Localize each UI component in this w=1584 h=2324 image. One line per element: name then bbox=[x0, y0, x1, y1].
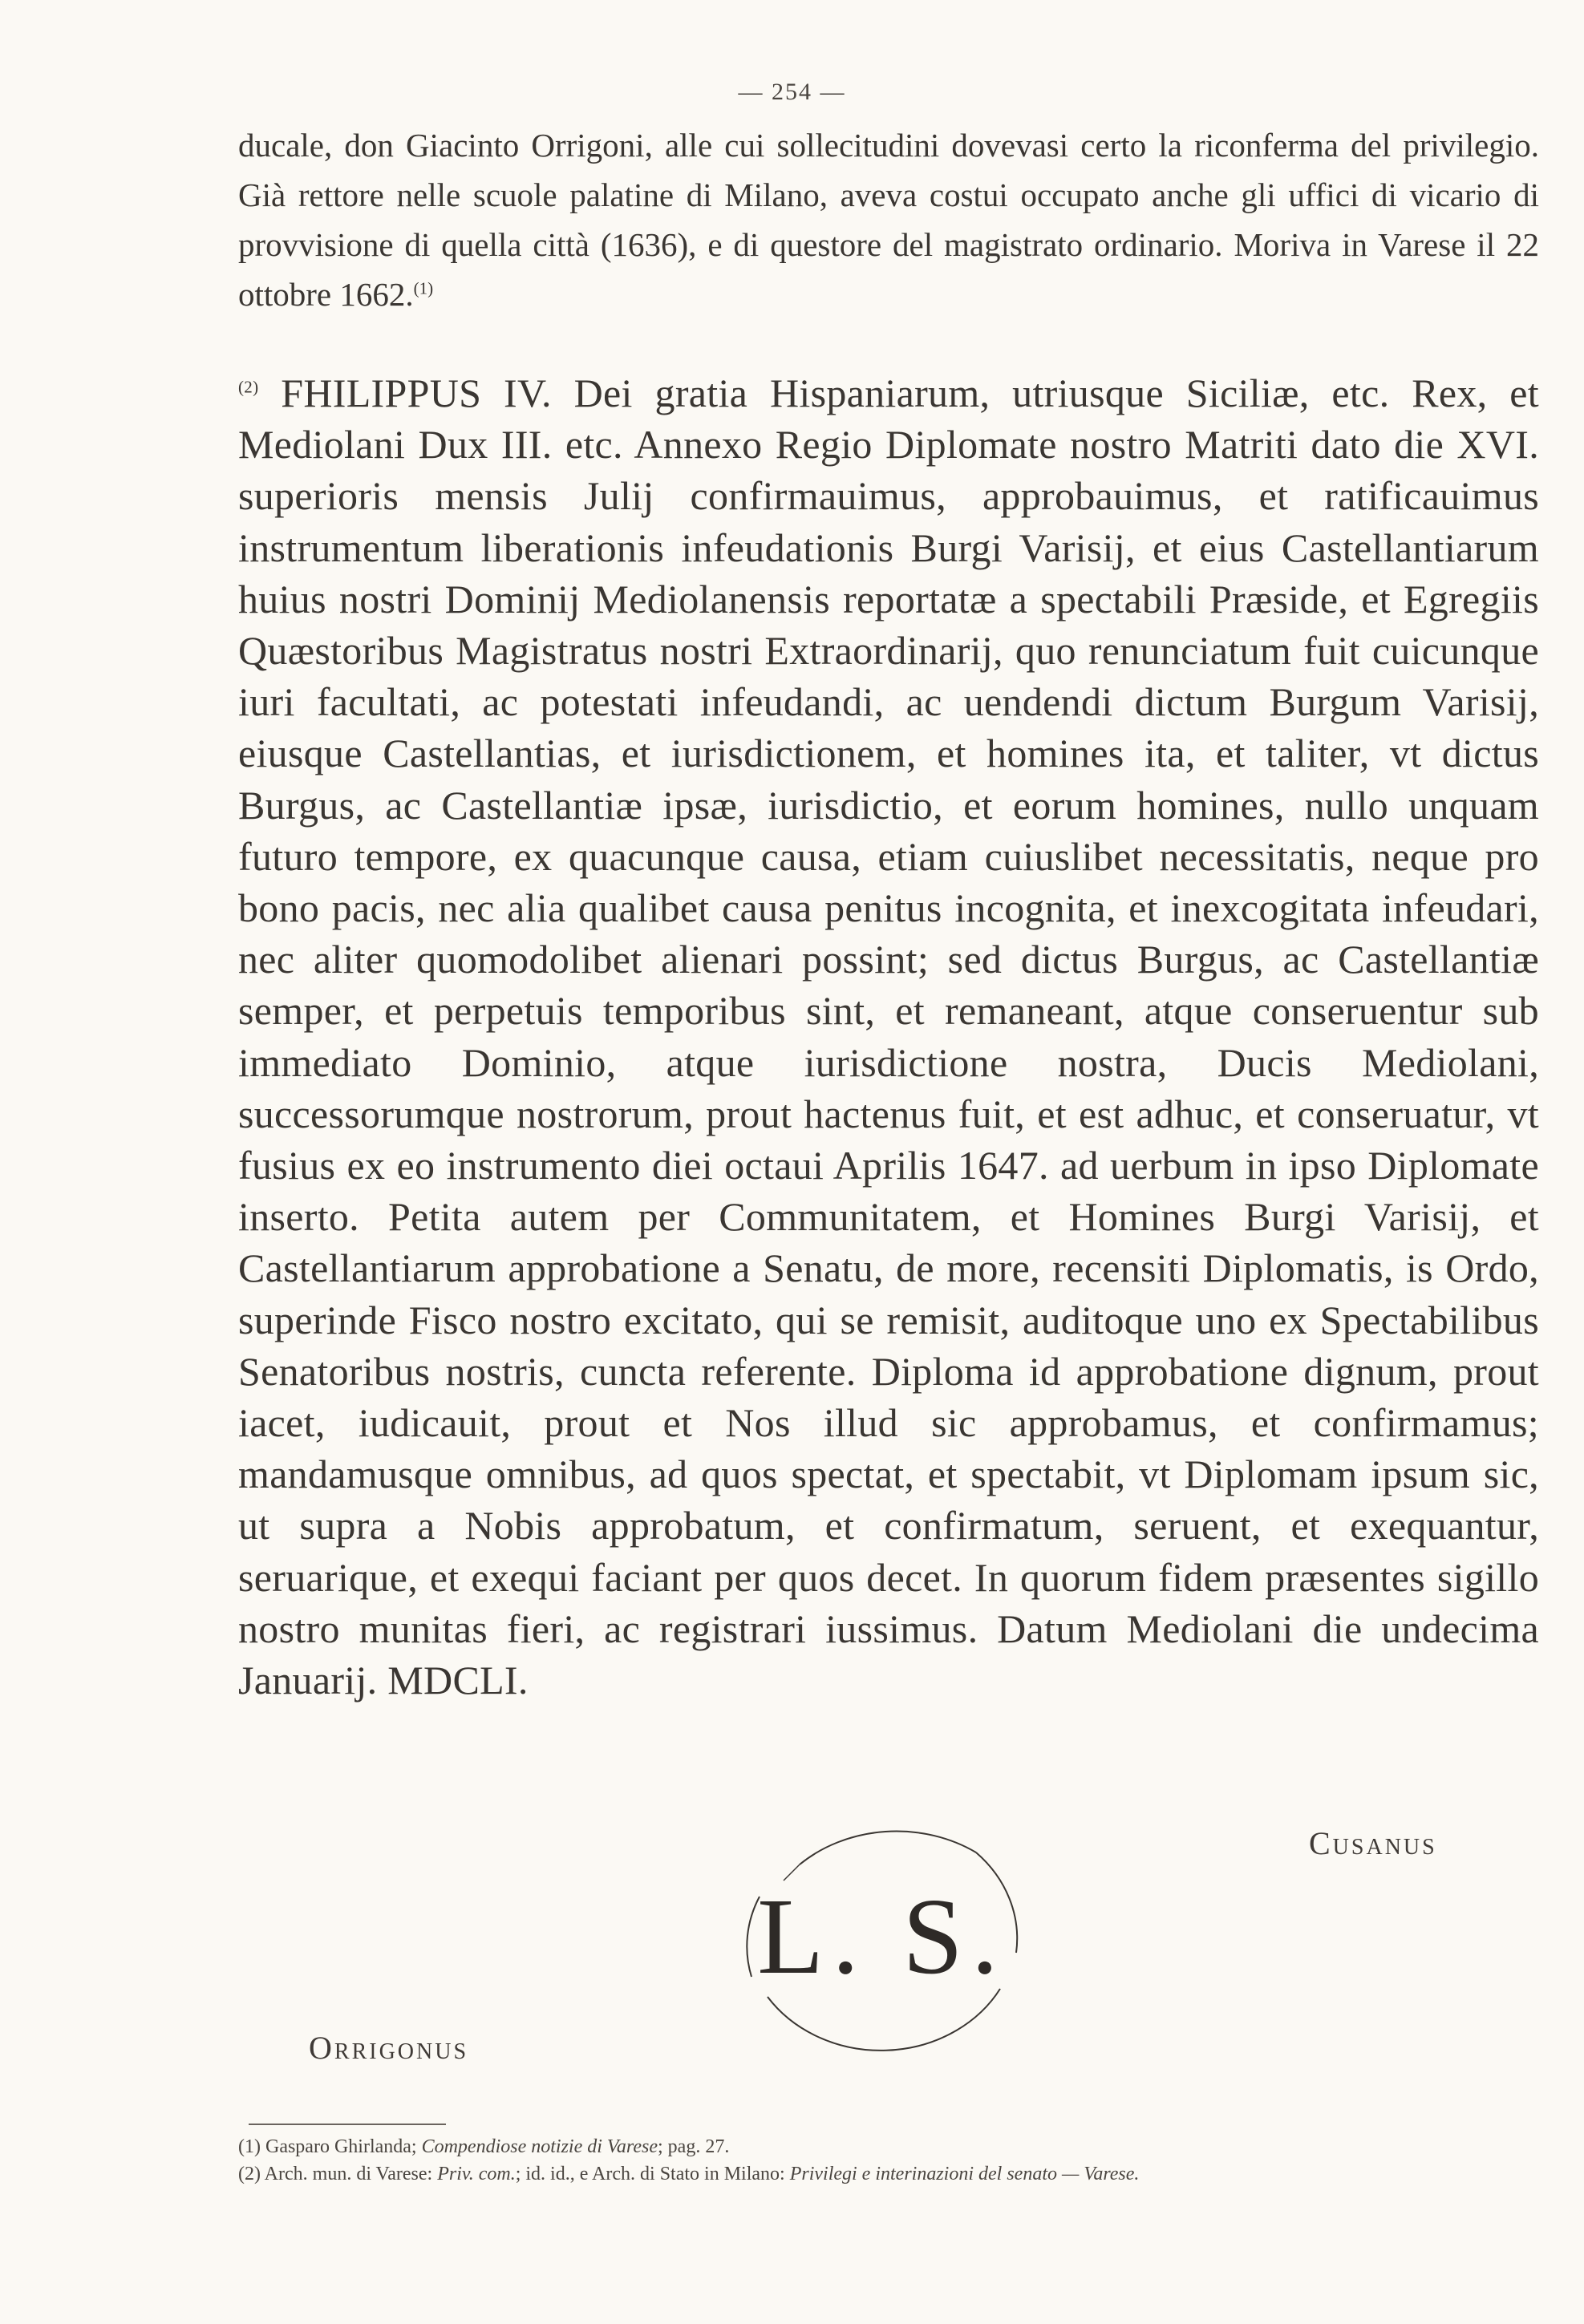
footnote-1-number: (1) bbox=[238, 2136, 261, 2157]
seal-stamp bbox=[735, 1808, 1028, 2067]
diploma-body: FHILIPPUS IV. Dei gratia Hispaniarum, utriusque Siciliæ, etc. Rex, et Mediolani Dux III. etc. Annexo Regio Diplomate nostro Matriti dato die XVI. superioris mensis Julij confirmauimus, approbauimus, et ratificauimus instrumentum liberationis infeudationis Burgi Varisij, et eius Castellantiarum huius nostri Dominij Mediolanensis reportatæ a spectabili Præside, et Egregiis Quæstoribus Magistratus nostri Extraordinarij, quo renunciatum fuit cuicunque iuri facultati, ac potestati infeudandi, ac uendendi dictum Burgum Varisij, eiusque Castellantias, et iurisdictionem, et homines ita, et taliter, vt dictus Burgus, ac Castellantiæ ipsæ, iurisdictio, et eorum homines, nullo unquam futuro tempore, ex quacunque causa, etiam cuiuslibet necessitatis, neque pro bono pacis, nec alia qualibet causa penitus incognita, et inexcogitata infeudari, nec aliter quomodolibet alienari possint; sed dictus Burgus, ac Castellantiæ semper, et perpetuis temporibus sint, et remaneant, atque conseruentur sub immediato Dominio, atque iurisdictione nostra, Ducis Mediolani, successorumque nostrorum, prout hactenus fuit, et est adhuc, et conseruatur, vt fusius ex eo instrumento diei octaui Aprilis 1647. ad uerbum in ipso Diplomate inserto. Petita autem per Communitatem, et Homines Burgi Varisij, et Castellantiarum approbatione a Senatu, de more, recensiti Diplomatis, is Ordo, superinde Fisco nostro excitato, qui se remisit, auditoque uno ex Spectabilibus Senatoribus nostris, cuncta referente. Diploma id approbatione dignum, prout iacet, iudicauit, prout et Nos illud sic approbamus, et confirmamus; mandamusque omnibus, ad quos spectat, et spectabit, vt Diplomam ipsum sic, ut supra a Nobis approbatum, et confirmatum, seruent, et exequantur, seruarique, et exequi faciant per quos decet. In quorum fidem præsentes sigillo nostro munitas fieri, ac registrari iussimus. Datum Mediolani die undecima Januarij. MDCLI. bbox=[238, 370, 1539, 1703]
footnote-1-author: Gasparo Ghirlanda; bbox=[265, 2136, 417, 2157]
intro-paragraph bbox=[238, 120, 1539, 319]
footnote-1-title: Compendiose notizie di Varese bbox=[421, 2136, 658, 2157]
footnote-2-number: (2) bbox=[238, 2164, 261, 2184]
diploma-text bbox=[238, 367, 1539, 1706]
footnote-1 bbox=[238, 2133, 1554, 2160]
intro-text: ducale, don Giacinto Orrigoni, alle cui sollecitudini dovevasi certo la riconferma del privilegio. Già rettore nelle scuole palatine di Milano, aveva costui occupato anche gli uffici di vicario di provvisione di quella città (1636), e di questore del magistrato ordinario. Moriva in Varese il 22 ottobre 1662. bbox=[238, 127, 1539, 313]
footnote-ref-1: (1) bbox=[413, 278, 434, 298]
footnote-2-title2: Privilegi e interinazioni del senato — Varese. bbox=[789, 2164, 1140, 2184]
signature-cusanus: Cusanus bbox=[1309, 1825, 1437, 1861]
footnote-2 bbox=[238, 2160, 1554, 2188]
footnote-2-middle: ; id. id., e Arch. di Stato in Milano: bbox=[515, 2164, 785, 2184]
page-number: — 254 — bbox=[738, 79, 846, 105]
footnote-2-source: Arch. mun. di Varese: bbox=[264, 2164, 433, 2184]
footnote-2-title: Priv. com. bbox=[437, 2164, 516, 2184]
footnote-ref-2: (2) bbox=[238, 377, 259, 397]
seal-letters: L. S. bbox=[757, 1877, 1007, 1997]
signature-orrigonus: Orrigonus bbox=[309, 2030, 469, 2066]
footnote-divider bbox=[249, 2124, 446, 2125]
footnote-1-tail: ; pag. 27. bbox=[658, 2136, 730, 2157]
footnotes bbox=[238, 2133, 1554, 2188]
